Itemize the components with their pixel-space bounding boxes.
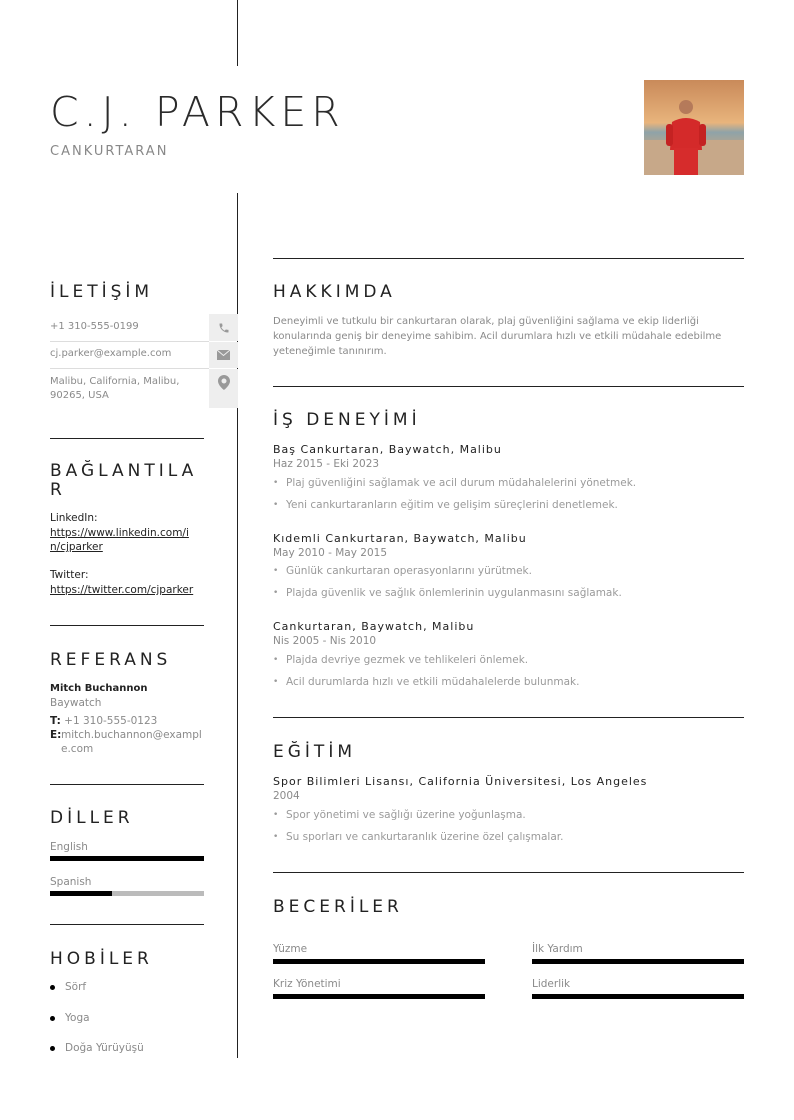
language-level-bar: [50, 856, 204, 861]
about-line: konularında geniş bir deneyime sahibim. Acil durumlara hızlı ve etkili müdahale edebilme: [273, 331, 722, 342]
job-bullet: • Acil durumlarda hızlı ve etkili müdahalelerde bulunmak.: [286, 676, 579, 688]
skill-label: İlk Yardım: [532, 943, 583, 955]
twitter-link[interactable]: https://twitter.com/cjparker: [50, 584, 194, 596]
bullet-dot: [50, 985, 55, 990]
education-year: 2004: [273, 790, 300, 802]
job-dates: Haz 2015 - Eki 2023: [273, 458, 380, 470]
education-heading: EĞİTİM: [273, 742, 356, 762]
links-heading: [50, 462, 197, 500]
job-position: Baş Cankurtaran, Baywatch, Malibu: [273, 443, 502, 456]
phone-icon: [209, 314, 238, 341]
contact-email[interactable]: cj.parker@example.com: [50, 348, 172, 359]
linkedin-label: LinkedIn:: [50, 512, 98, 524]
language-level-fill: [50, 891, 112, 896]
job-dates: Nis 2005 - Nis 2010: [273, 635, 377, 647]
job-position: Kıdemli Cankurtaran, Baywatch, Malibu: [273, 532, 527, 545]
education-bullet: • Su sporları ve cankurtaranlık üzerine özel çalışmalar.: [286, 831, 563, 843]
linkedin-url-line1[interactable]: https://www.linkedin.com/i: [50, 527, 189, 539]
skills-heading: BECERİLER: [273, 897, 403, 917]
languages-heading: DİLLER: [50, 808, 134, 828]
reference-email-label: E:: [50, 729, 62, 741]
location-pin-icon: [209, 369, 238, 408]
reference-email-line1[interactable]: mitch.buchannon@exampl: [61, 729, 202, 741]
skill-level-bar: [532, 994, 744, 999]
job-title: CANKURTARAN: [50, 144, 169, 159]
bullet-dot: [50, 1046, 55, 1051]
section-divider: [273, 386, 744, 387]
contact-heading: İLETİŞİM: [50, 282, 154, 302]
vertical-divider-top: [237, 0, 238, 66]
job-bullet: • Plajda devriye gezmek ve tehlikeleri önlemek.: [286, 654, 528, 666]
contact-email-row: [50, 342, 238, 368]
job-dates: May 2010 - May 2015: [273, 547, 387, 559]
language-label: Spanish: [50, 876, 92, 888]
reference-company: Baywatch: [50, 697, 102, 709]
section-divider: [50, 438, 204, 439]
hobby-label: Sörf: [65, 981, 87, 993]
skill-level-bar: [273, 959, 485, 964]
section-divider: [273, 717, 744, 718]
reference-phone: +1 310-555-0123: [64, 715, 158, 727]
section-divider: [50, 784, 204, 785]
education-degree: Spor Bilimleri Lisansı, California Üniversitesi, Los Angeles: [273, 775, 648, 788]
reference-name: Mitch Buchannon: [50, 683, 148, 694]
skill-level-fill: [532, 959, 744, 964]
section-divider: [273, 872, 744, 873]
education-bullet: • Spor yönetimi ve sağlığı üzerine yoğunlaşma.: [286, 809, 526, 821]
reference-email[interactable]: [61, 728, 202, 756]
hobby-label: Doğa Yürüyüşü: [65, 1042, 144, 1054]
language-level-bar: [50, 891, 204, 896]
profile-photo: [644, 80, 744, 175]
reference-phone-row: [50, 714, 210, 728]
about-heading: HAKKIMDA: [273, 282, 396, 302]
skill-level-bar: [532, 959, 744, 964]
job-bullet: • Plaj güvenliğini sağlamak ve acil durum müdahalelerini yönetmek.: [286, 477, 636, 489]
bullet-dot: [50, 1016, 55, 1021]
reference-email-line2[interactable]: e.com: [61, 743, 94, 755]
about-line: yeteneğimle tanınırım.: [273, 346, 387, 357]
contact-address: Malibu, California, Malibu, 90265, USA: [50, 376, 180, 401]
section-divider: [273, 258, 744, 259]
links-heading-line1: BAĞLANTILA: [50, 461, 198, 481]
job-bullet: • Yeni cankurtaranların eğitim ve gelişim süreçlerini denetlemek.: [286, 499, 618, 511]
section-divider: [50, 625, 204, 626]
linkedin-url-line2[interactable]: n/cjparker: [50, 541, 103, 553]
skill-label: Liderlik: [532, 978, 571, 990]
job-bullet: • Plajda güvenlik ve sağlık önlemlerinin uygulanmasını sağlamak.: [286, 587, 622, 599]
job-bullet: • Günlük cankurtaran operasyonlarını yürütmek.: [286, 565, 532, 577]
skill-label: Yüzme: [273, 943, 308, 955]
hobby-label: Yoga: [65, 1012, 90, 1024]
references-heading: REFERANS: [50, 650, 172, 670]
contact-address-row: [50, 369, 238, 408]
experience-heading: İŞ DENEYİMİ: [273, 410, 421, 430]
skill-level-fill: [273, 959, 485, 964]
skill-level-fill: [532, 994, 744, 999]
twitter-label: Twitter:: [50, 569, 89, 581]
section-divider: [50, 924, 204, 925]
linkedin-link[interactable]: [50, 526, 189, 554]
job-position: Cankurtaran, Baywatch, Malibu: [273, 620, 475, 633]
candidate-name: C.J. PARKER: [50, 88, 345, 136]
skill-label: Kriz Yönetimi: [273, 978, 341, 990]
skill-level-bar: [273, 994, 485, 999]
skill-level-fill: [273, 994, 485, 999]
mail-icon: [209, 342, 238, 368]
about-line: Deneyimli ve tutkulu bir cankurtaran olarak, plaj güvenliğini sağlama ve ekip liderliği: [273, 316, 699, 327]
language-level-fill: [50, 856, 204, 861]
about-text: [273, 314, 721, 359]
language-label: English: [50, 841, 88, 853]
contact-phone[interactable]: +1 310-555-0199: [50, 321, 139, 332]
reference-phone-label: T:: [50, 715, 61, 727]
contact-phone-row: [50, 314, 238, 341]
links-heading-line2: R: [50, 480, 66, 500]
hobbies-heading: HOBİLER: [50, 949, 153, 969]
